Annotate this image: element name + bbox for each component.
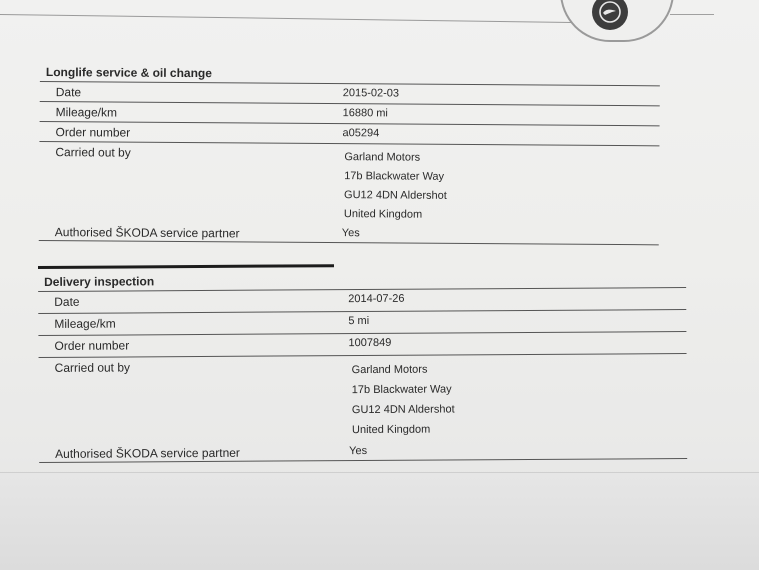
address-line: United Kingdom bbox=[343, 208, 423, 221]
address-line: 17b Blackwater Way bbox=[344, 170, 445, 183]
order-label: Order number bbox=[54, 338, 130, 353]
partner-row bbox=[39, 222, 659, 245]
carried-out-label: Carried out by bbox=[55, 145, 131, 160]
address-line: GU12 4DN Aldershot bbox=[344, 189, 447, 202]
section-title: Delivery inspection bbox=[38, 268, 686, 292]
paper-lower-area bbox=[0, 472, 759, 570]
header-dash bbox=[670, 14, 714, 15]
address-line: 17b Blackwater Way bbox=[351, 383, 452, 397]
service-entry-longlife bbox=[39, 62, 660, 245]
dealer-address bbox=[352, 359, 455, 440]
carried-out-row bbox=[39, 354, 688, 444]
date-value: 2014-07-26 bbox=[348, 292, 405, 306]
partner-row bbox=[39, 440, 687, 463]
mileage-label: Mileage/km bbox=[54, 316, 116, 331]
carried-out-label: Carried out by bbox=[54, 360, 131, 375]
carried-out-row bbox=[39, 142, 660, 226]
dealer-address bbox=[344, 148, 447, 225]
section-title: Longlife service & oil change bbox=[40, 62, 660, 86]
partner-label: Authorised ŠKODA service partner bbox=[54, 225, 240, 241]
service-entry-delivery bbox=[38, 262, 687, 463]
date-value: 2015-02-03 bbox=[342, 87, 400, 100]
section-rule bbox=[38, 264, 334, 269]
top-divider bbox=[0, 0, 600, 23]
order-value: 1007849 bbox=[348, 336, 392, 350]
address-line: United Kingdom bbox=[351, 423, 431, 437]
order-value: a05294 bbox=[342, 127, 380, 140]
partner-value: Yes bbox=[341, 227, 360, 240]
date-label: Date bbox=[54, 294, 80, 309]
address-line: Garland Motors bbox=[351, 363, 428, 377]
partner-value: Yes bbox=[349, 444, 368, 458]
address-line: Garland Motors bbox=[344, 151, 421, 164]
partner-label: Authorised ŠKODA service partner bbox=[55, 445, 240, 461]
mileage-value: 16880 mi bbox=[342, 107, 388, 120]
address-line: GU12 4DN Aldershot bbox=[351, 403, 455, 417]
date-label: Date bbox=[55, 85, 82, 100]
mileage-value: 5 mi bbox=[348, 314, 370, 328]
mileage-label: Mileage/km bbox=[55, 105, 118, 120]
order-label: Order number bbox=[55, 125, 131, 140]
